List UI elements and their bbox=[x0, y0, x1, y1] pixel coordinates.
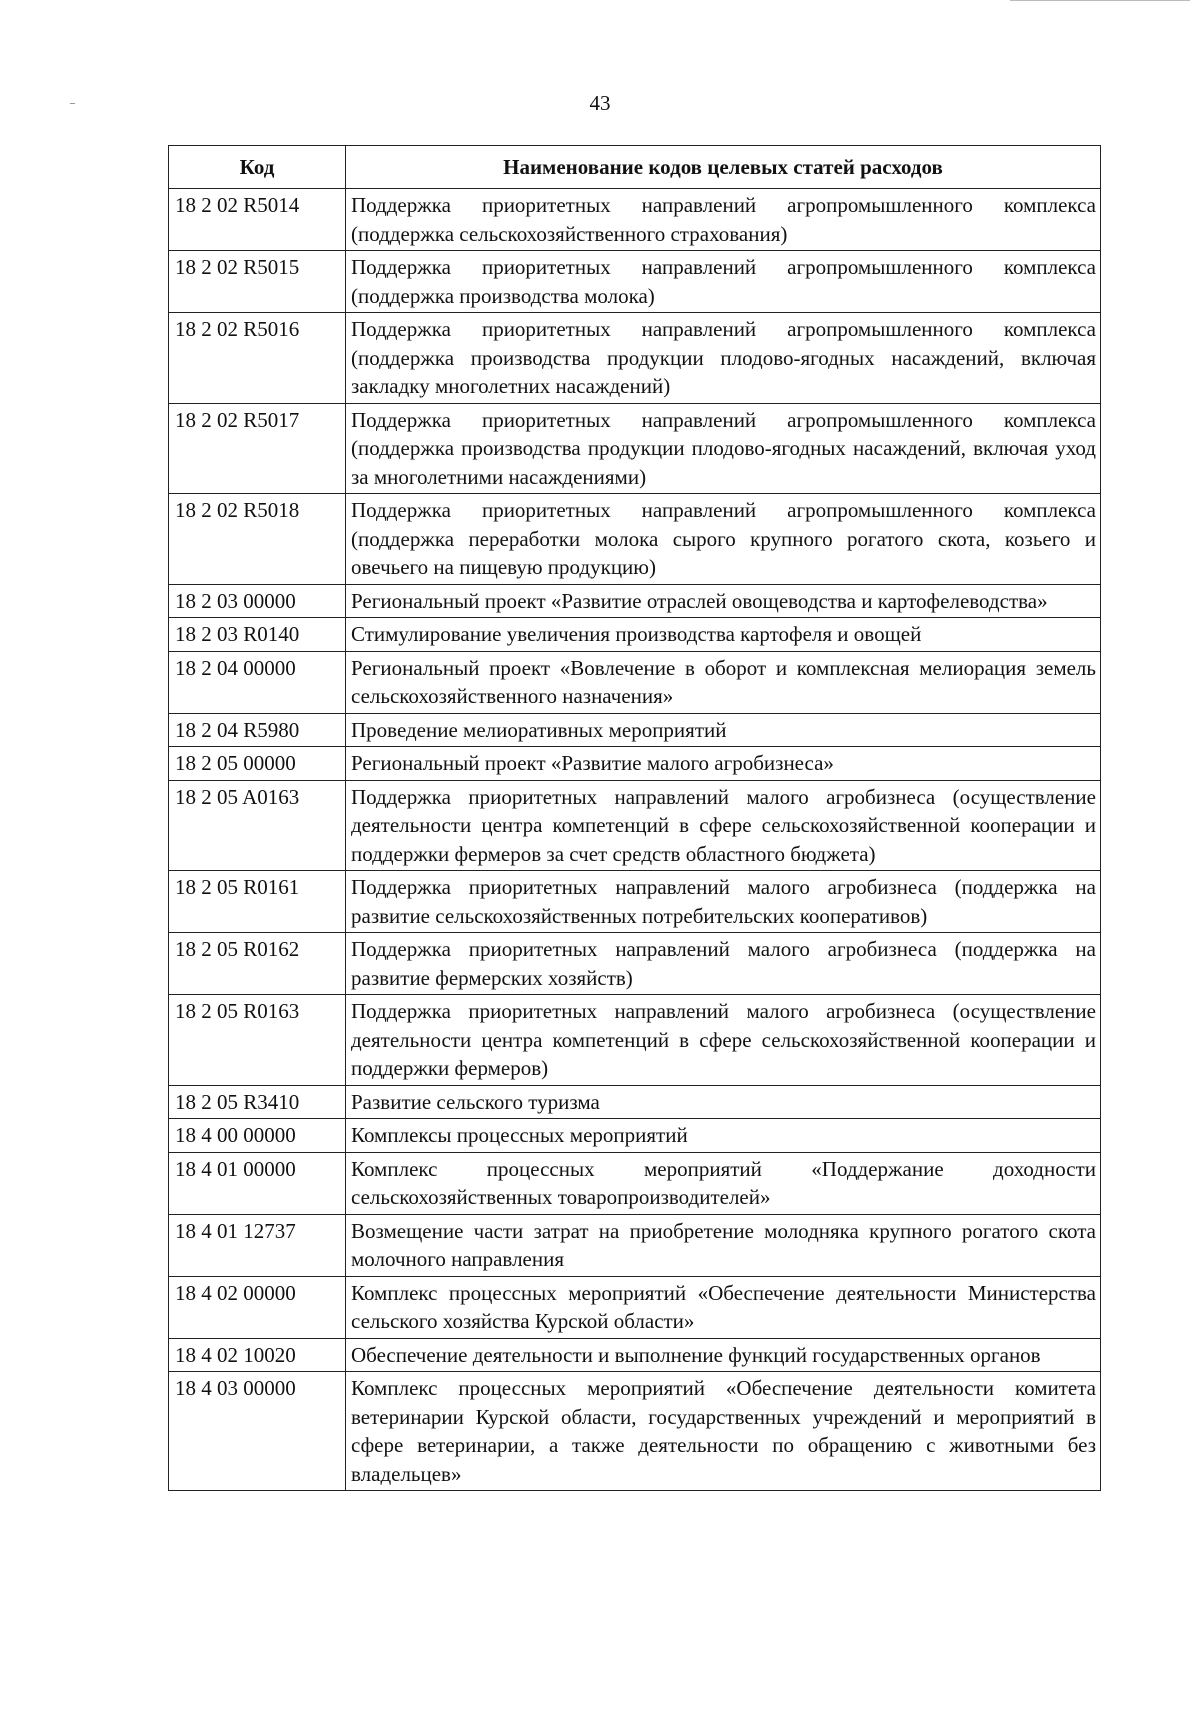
row-name: Поддержка приоритетных направлений агропромышленного комплекса (поддержка переработки молока сырого крупного рогатого скота, козьего и овечьего на пищевую продукцию) bbox=[346, 494, 1101, 585]
table-row bbox=[169, 1276, 1101, 1338]
row-name: Поддержка приоритетных направлений малого агробизнеса (осуществление деятельности центра компетенций в сфере сельскохозяйственной кооперации и поддержки фермеров за счет средств областного бюджета) bbox=[346, 780, 1101, 871]
row-name: Стимулирование увеличения производства картофеля и овощей bbox=[346, 618, 1101, 652]
table-row bbox=[169, 747, 1101, 781]
row-name: Комплекс процессных мероприятий «Обеспечение деятельности комитета ветеринарии Курской области, государственных учреждений и мероприятий в сфере ветеринарии, а также деятельности по обращению с животными без владельцев» bbox=[346, 1372, 1101, 1491]
row-code: 18 2 02 R5018 bbox=[169, 494, 346, 585]
table-row bbox=[169, 584, 1101, 618]
table-row bbox=[169, 189, 1101, 251]
row-code: 18 2 02 R5016 bbox=[169, 313, 346, 404]
row-code: 18 2 05 00000 bbox=[169, 747, 346, 781]
table-row bbox=[169, 871, 1101, 933]
table-row bbox=[169, 1372, 1101, 1491]
table-row bbox=[169, 1119, 1101, 1153]
table-row bbox=[169, 995, 1101, 1086]
row-code: 18 2 03 R0140 bbox=[169, 618, 346, 652]
table-row bbox=[169, 1152, 1101, 1214]
header-code: Код bbox=[169, 146, 346, 189]
table-row bbox=[169, 933, 1101, 995]
table-row bbox=[169, 403, 1101, 494]
table-row bbox=[169, 251, 1101, 313]
table-row bbox=[169, 1338, 1101, 1372]
row-code: 18 4 01 00000 bbox=[169, 1152, 346, 1214]
row-name: Региональный проект «Развитие отраслей овощеводства и картофелеводства» bbox=[346, 584, 1101, 618]
table-row bbox=[169, 1214, 1101, 1276]
row-code: 18 2 03 00000 bbox=[169, 584, 346, 618]
table-row bbox=[169, 494, 1101, 585]
row-code: 18 2 02 R5014 bbox=[169, 189, 346, 251]
row-code: 18 2 05 R3410 bbox=[169, 1085, 346, 1119]
header-name: Наименование кодов целевых статей расходов bbox=[346, 146, 1101, 189]
table-body bbox=[169, 189, 1101, 1491]
row-code: 18 2 05 R0163 bbox=[169, 995, 346, 1086]
row-name: Поддержка приоритетных направлений агропромышленного комплекса (поддержка сельскохозяйственного страхования) bbox=[346, 189, 1101, 251]
table-row bbox=[169, 618, 1101, 652]
row-name: Обеспечение деятельности и выполнение функций государственных органов bbox=[346, 1338, 1101, 1372]
table-header bbox=[169, 146, 1101, 189]
row-name: Региональный проект «Вовлечение в оборот и комплексная мелиорация земель сельскохозяйственного назначения» bbox=[346, 651, 1101, 713]
row-code: 18 2 04 R5980 bbox=[169, 713, 346, 747]
row-code: 18 4 02 10020 bbox=[169, 1338, 346, 1372]
header-row bbox=[169, 146, 1101, 189]
row-name: Поддержка приоритетных направлений малого агробизнеса (осуществление деятельности центра компетенций в сфере сельскохозяйственной кооперации и поддержки фермеров) bbox=[346, 995, 1101, 1086]
row-code: 18 2 05 R0161 bbox=[169, 871, 346, 933]
table-row bbox=[169, 313, 1101, 404]
row-name: Комплексы процессных мероприятий bbox=[346, 1119, 1101, 1153]
row-code: 18 2 02 R5017 bbox=[169, 403, 346, 494]
row-name: Поддержка приоритетных направлений агропромышленного комплекса (поддержка производства продукции плодово-ягодных насаждений, включая закладку многолетних насаждений) bbox=[346, 313, 1101, 404]
row-code: 18 4 00 00000 bbox=[169, 1119, 346, 1153]
row-name: Поддержка приоритетных направлений малого агробизнеса (поддержка на развитие сельскохозяйственных потребительских кооперативов) bbox=[346, 871, 1101, 933]
row-name: Комплекс процессных мероприятий «Обеспечение деятельности Министерства сельского хозяйства Курской области» bbox=[346, 1276, 1101, 1338]
row-code: 18 2 02 R5015 bbox=[169, 251, 346, 313]
row-code: 18 4 02 00000 bbox=[169, 1276, 346, 1338]
page-number: 43 bbox=[589, 91, 611, 115]
budget-codes-table bbox=[168, 145, 1101, 1491]
table-row bbox=[169, 713, 1101, 747]
row-name: Поддержка приоритетных направлений малого агробизнеса (поддержка на развитие фермерских хозяйств) bbox=[346, 933, 1101, 995]
row-name: Поддержка приоритетных направлений агропромышленного комплекса (поддержка производства молока) bbox=[346, 251, 1101, 313]
table-row bbox=[169, 1085, 1101, 1119]
row-code: 18 4 03 00000 bbox=[169, 1372, 346, 1491]
row-name: Проведение мелиоративных мероприятий bbox=[346, 713, 1101, 747]
row-name: Поддержка приоритетных направлений агропромышленного комплекса (поддержка производства продукции плодово-ягодных насаждений, включая уход за многолетними насаждениями) bbox=[346, 403, 1101, 494]
table-row bbox=[169, 780, 1101, 871]
row-code: 18 4 01 12737 bbox=[169, 1214, 346, 1276]
table-row bbox=[169, 651, 1101, 713]
scan-edge-line bbox=[1010, 0, 1190, 1]
row-code: 18 2 05 R0162 bbox=[169, 933, 346, 995]
row-name: Возмещение части затрат на приобретение молодняка крупного рогатого скота молочного направления bbox=[346, 1214, 1101, 1276]
row-name: Региональный проект «Развитие малого агробизнеса» bbox=[346, 747, 1101, 781]
row-name: Развитие сельского туризма bbox=[346, 1085, 1101, 1119]
row-name: Комплекс процессных мероприятий «Поддержание доходности сельскохозяйственных товаропроизводителей» bbox=[346, 1152, 1101, 1214]
row-code: 18 2 04 00000 bbox=[169, 651, 346, 713]
row-code: 18 2 05 A0163 bbox=[169, 780, 346, 871]
